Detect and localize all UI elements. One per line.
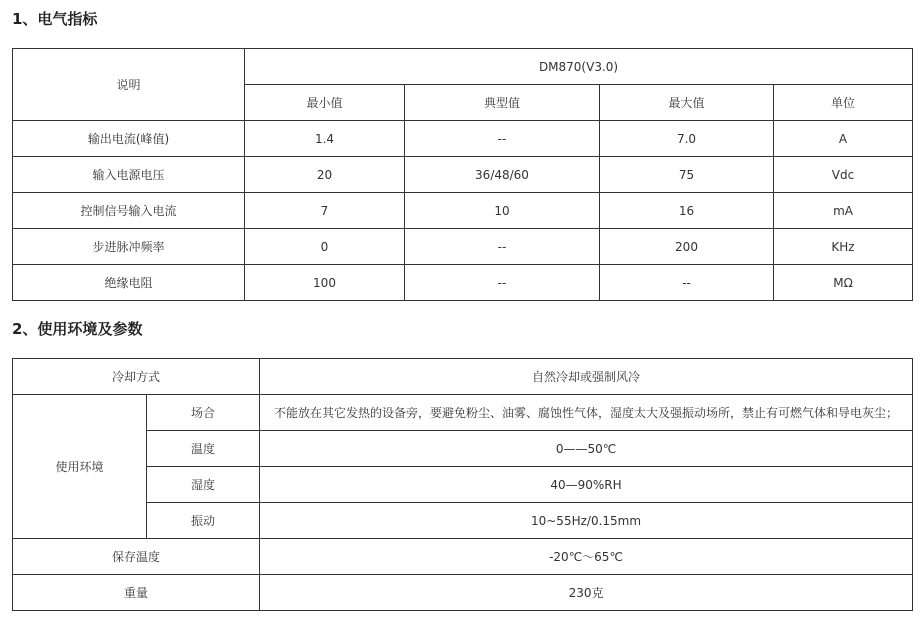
cooling-label: 冷却方式: [13, 359, 260, 395]
row-min: 0: [245, 229, 405, 265]
env-row-label: 湿度: [147, 467, 260, 503]
row-name: 绝缘电阻: [13, 265, 245, 301]
table-row: [13, 229, 913, 265]
row-typ: 10: [405, 193, 600, 229]
weight-label: 重量: [13, 575, 260, 611]
row-min: 20: [245, 157, 405, 193]
row-max: 75: [600, 157, 774, 193]
storage-label: 保存温度: [13, 539, 260, 575]
row-max: 16: [600, 193, 774, 229]
weight-value: 230克: [260, 575, 913, 611]
row-typ: --: [405, 265, 600, 301]
row-typ: --: [405, 121, 600, 157]
row-name: 步进脉冲频率: [13, 229, 245, 265]
row-unit: Vdc: [774, 157, 913, 193]
env-row-value: 0——50℃: [260, 431, 913, 467]
table-header-label: 说明: [13, 49, 245, 121]
electrical-spec-table: [12, 48, 913, 301]
env-row-label: 振动: [147, 503, 260, 539]
model-header: DM870(V3.0): [245, 49, 913, 85]
column-header-unit: 单位: [774, 85, 913, 121]
row-unit: mA: [774, 193, 913, 229]
row-typ: --: [405, 229, 600, 265]
env-label: 使用环境: [13, 395, 147, 539]
column-header-min: 最小值: [245, 85, 405, 121]
row-typ: 36/48/60: [405, 157, 600, 193]
row-unit: A: [774, 121, 913, 157]
row-name: 控制信号输入电流: [13, 193, 245, 229]
table-row: [13, 265, 913, 301]
row-max: 200: [600, 229, 774, 265]
row-unit: KHz: [774, 229, 913, 265]
table-row: [13, 157, 913, 193]
section1-title: 1、电气指标: [12, 10, 98, 28]
storage-value: -20℃～65℃: [260, 539, 913, 575]
row-name: 输出电流(峰值): [13, 121, 245, 157]
row-max: --: [600, 265, 774, 301]
table-row: [13, 193, 913, 229]
env-row-value: 40—90%RH: [260, 467, 913, 503]
environment-table: [12, 358, 913, 611]
env-row-label: 温度: [147, 431, 260, 467]
row-max: 7.0: [600, 121, 774, 157]
env-row-value: 不能放在其它发热的设备旁，要避免粉尘、油雾、腐蚀性气体，湿度太大及强振动场所，禁止有可燃气体和导电灰尘；: [260, 395, 913, 431]
row-unit: MΩ: [774, 265, 913, 301]
cooling-value: 自然冷却或强制风冷: [260, 359, 913, 395]
column-header-max: 最大值: [600, 85, 774, 121]
column-header-typ: 典型值: [405, 85, 600, 121]
row-min: 1.4: [245, 121, 405, 157]
env-row-label: 场合: [147, 395, 260, 431]
row-min: 100: [245, 265, 405, 301]
section2-title: 2、使用环境及参数: [12, 320, 143, 338]
env-row-value: 10~55Hz/0.15mm: [260, 503, 913, 539]
row-name: 输入电源电压: [13, 157, 245, 193]
row-min: 7: [245, 193, 405, 229]
table-row: [13, 121, 913, 157]
